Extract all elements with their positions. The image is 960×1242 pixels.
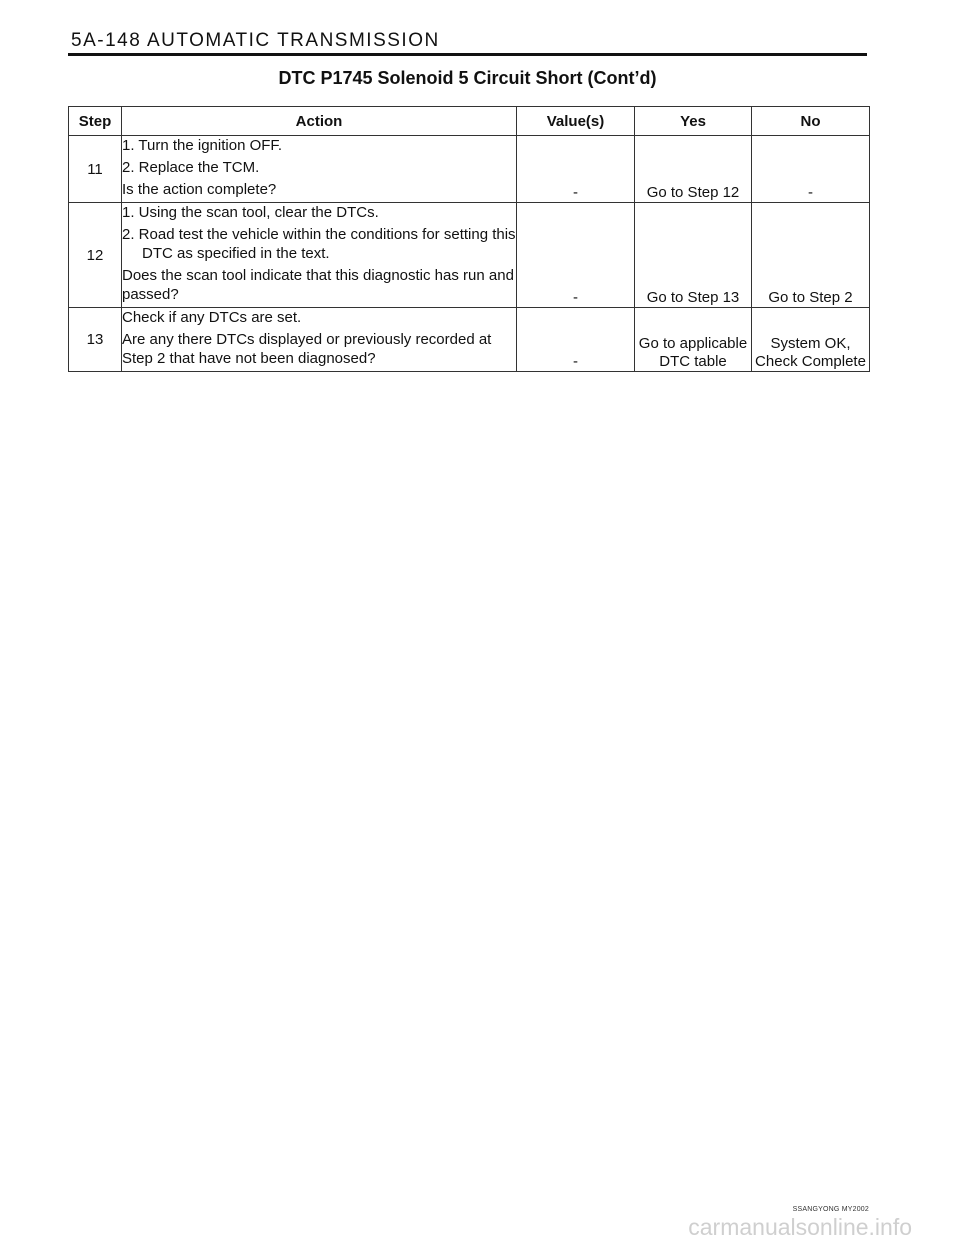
yes-cell: Go to Step 12 xyxy=(635,136,752,203)
value-cell: - xyxy=(517,203,635,308)
action-question: Is the action complete? xyxy=(122,181,277,198)
action-line: 2. Replace the TCM. xyxy=(122,159,260,176)
action-line: 1. Turn the ignition OFF. xyxy=(122,137,283,154)
column-header-no: No xyxy=(752,107,870,136)
action-line: Check if any DTCs are set. xyxy=(122,309,302,326)
step-number: 12 xyxy=(69,203,122,308)
no-cell: - xyxy=(752,136,870,203)
page-header-title: 5A-148 AUTOMATIC TRANSMISSION xyxy=(71,30,440,51)
yes-cell: Go to Step 13 xyxy=(635,203,752,308)
header-rule xyxy=(68,53,867,56)
yes-cell: Go to applicable DTC table xyxy=(635,308,752,372)
action-cell xyxy=(122,308,517,372)
step-number: 11 xyxy=(69,136,122,203)
no-cell: System OK, Check Complete xyxy=(752,308,870,372)
no-cell: Go to Step 2 xyxy=(752,203,870,308)
value-cell: - xyxy=(517,308,635,372)
table-row xyxy=(69,308,870,372)
table-row xyxy=(69,203,870,308)
action-cell xyxy=(122,203,517,308)
action-cell xyxy=(122,136,517,203)
action-question: Are any there DTCs displayed or previously recorded at Step 2 that have not been diagnosed? xyxy=(122,331,492,367)
column-header-action: Action xyxy=(122,107,517,136)
column-header-values: Value(s) xyxy=(517,107,635,136)
action-line: 2. Road test the vehicle within the conditions for setting this DTC as specified in the text. xyxy=(122,226,516,262)
action-question: Does the scan tool indicate that this diagnostic has run and passed? xyxy=(122,267,514,303)
table-row xyxy=(69,136,870,203)
document-title: DTC P1745 Solenoid 5 Circuit Short (Cont’d) xyxy=(278,68,657,88)
step-number: 13 xyxy=(69,308,122,372)
column-header-yes: Yes xyxy=(635,107,752,136)
action-line: 1. Using the scan tool, clear the DTCs. xyxy=(122,204,379,221)
watermark: carmanualsonline.info xyxy=(688,1214,912,1240)
column-header-step: Step xyxy=(69,107,122,136)
value-cell: - xyxy=(517,136,635,203)
diagnostic-table xyxy=(68,106,870,372)
table-header-row xyxy=(69,107,870,136)
page-footer: SSANGYONG MY2002 xyxy=(792,1206,869,1213)
